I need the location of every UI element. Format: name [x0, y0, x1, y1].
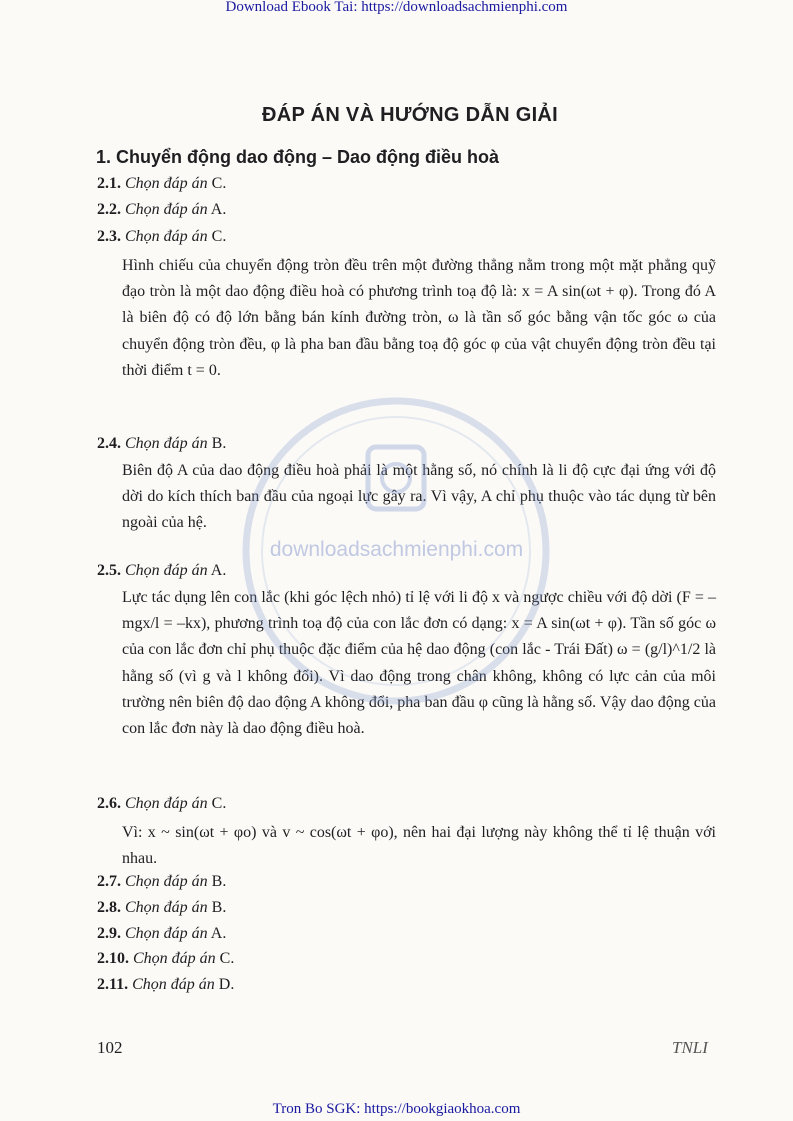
answer-label: Chọn đáp án	[125, 228, 208, 245]
answer-number: 2.9.	[97, 925, 121, 942]
answer-2-6	[97, 795, 226, 813]
explanation-text: Biên độ A của dao động điều hoà phải là một hằng số, nó chính là li độ cực đại ứng với độ dời do kích thích ban đầu của ngoại lực gây ra. Vì vậy, A chỉ phụ thuộc vào tác dụng từ bên ngoài của hệ.	[122, 462, 716, 532]
answer-label: Chọn đáp án	[125, 562, 208, 579]
explanation-text: Vì: x ~ sin(ωt + φo) và v ~ cos(ωt + φo), nên hai đại lượng này không thể tỉ lệ thuận với nhau.	[122, 824, 716, 868]
answer-2-2	[97, 201, 226, 219]
answer-label: Chọn đáp án	[133, 950, 216, 967]
answer-choice: C.	[219, 950, 235, 967]
answer-choice: A.	[210, 562, 227, 579]
explanation-2-3	[122, 253, 716, 384]
answer-number: 2.8.	[97, 899, 121, 916]
answer-choice: C.	[211, 228, 227, 245]
answer-label: Chọn đáp án	[125, 435, 208, 452]
answer-label: Chọn đáp án	[125, 795, 208, 812]
page-number: 102	[97, 1038, 123, 1057]
answer-choice: B.	[211, 435, 227, 452]
answer-choice: C.	[211, 175, 227, 192]
answer-2-8	[97, 899, 226, 917]
page-title: ĐÁP ÁN VÀ HƯỚNG DẪN GIẢI	[261, 104, 559, 126]
answer-2-11	[97, 976, 234, 994]
answer-choice: D.	[218, 976, 235, 993]
answer-2-5	[97, 562, 226, 580]
answer-label: Chọn đáp án	[125, 175, 208, 192]
explanation-text: Lực tác dụng lên con lắc (khi góc lệch nhỏ) tỉ lệ với li độ x và ngược chiều với độ dời (F = –mgx/l = –kx), phương trình toạ độ của con lắc đơn có dạng: x = A sin(ωt + φ). Tần số góc ω của con lắc đơn chỉ phụ thuộc đặc điểm của hệ dao động (con lắc - Trái Đất) ω = (g/l)^1/2 là hằng số (vì g và l không đổi). Vì dao động trong chân không, không có lực cản của môi trường nên biên độ dao động A không đổi, pha ban đầu φ cũng là hằng số. Vậy dao động của con lắc đơn này là dao động điều hoà.	[122, 589, 716, 738]
header-download-link[interactable]: Download Ebook Tai: https://downloadsachmienphi.com	[225, 0, 568, 15]
watermark-text: downloadsachmienphi.com	[269, 538, 524, 561]
answer-number: 2.11.	[97, 976, 129, 993]
answer-number: 2.2.	[97, 201, 121, 218]
page-mark: TNLI	[672, 1038, 708, 1057]
explanation-text: Hình chiếu của chuyển động tròn đều trên một đường thẳng nằm trong một mặt phẳng quỹ đạo tròn là một dao động điều hoà có phương trình toạ độ là: x = A sin(ωt + φ). Trong đó A là biên độ có độ lớn bằng bán kính đường tròn, ω là tần số góc bằng vận tốc góc ω của chuyển động tròn đều, φ là pha ban đầu bằng toạ độ góc φ của vật chuyển động tròn đều tại thời điểm t = 0.	[122, 257, 716, 379]
answer-number: 2.10.	[97, 950, 129, 967]
answer-label: Chọn đáp án	[132, 976, 215, 993]
answer-choice: C.	[211, 795, 227, 812]
explanation-2-5	[122, 585, 716, 742]
answer-2-3	[97, 228, 226, 246]
explanation-2-4	[122, 458, 716, 537]
answer-label: Chọn đáp án	[125, 899, 208, 916]
section-heading: 1. Chuyển động dao động – Dao động điều hoà	[96, 147, 499, 167]
footer-link[interactable]: Tron Bo SGK: https://bookgiaokhoa.com	[272, 1101, 521, 1117]
answer-2-4	[97, 435, 226, 453]
answer-number: 2.4.	[97, 435, 121, 452]
answer-number: 2.1.	[97, 175, 121, 192]
answer-2-7	[97, 873, 226, 891]
answer-2-10	[97, 950, 234, 968]
explanation-2-6	[122, 820, 716, 872]
answer-number: 2.6.	[97, 795, 121, 812]
answer-label: Chọn đáp án	[125, 925, 208, 942]
answer-number: 2.5.	[97, 562, 121, 579]
answer-2-1	[97, 175, 226, 193]
answer-2-9	[97, 925, 226, 943]
answer-number: 2.3.	[97, 228, 121, 245]
answer-label: Chọn đáp án	[125, 873, 208, 890]
answer-choice: B.	[211, 873, 227, 890]
answer-label: Chọn đáp án	[125, 201, 208, 218]
answer-number: 2.7.	[97, 873, 121, 890]
answer-choice: A.	[210, 925, 227, 942]
answer-choice: B.	[211, 899, 227, 916]
answer-choice: A.	[210, 201, 227, 218]
